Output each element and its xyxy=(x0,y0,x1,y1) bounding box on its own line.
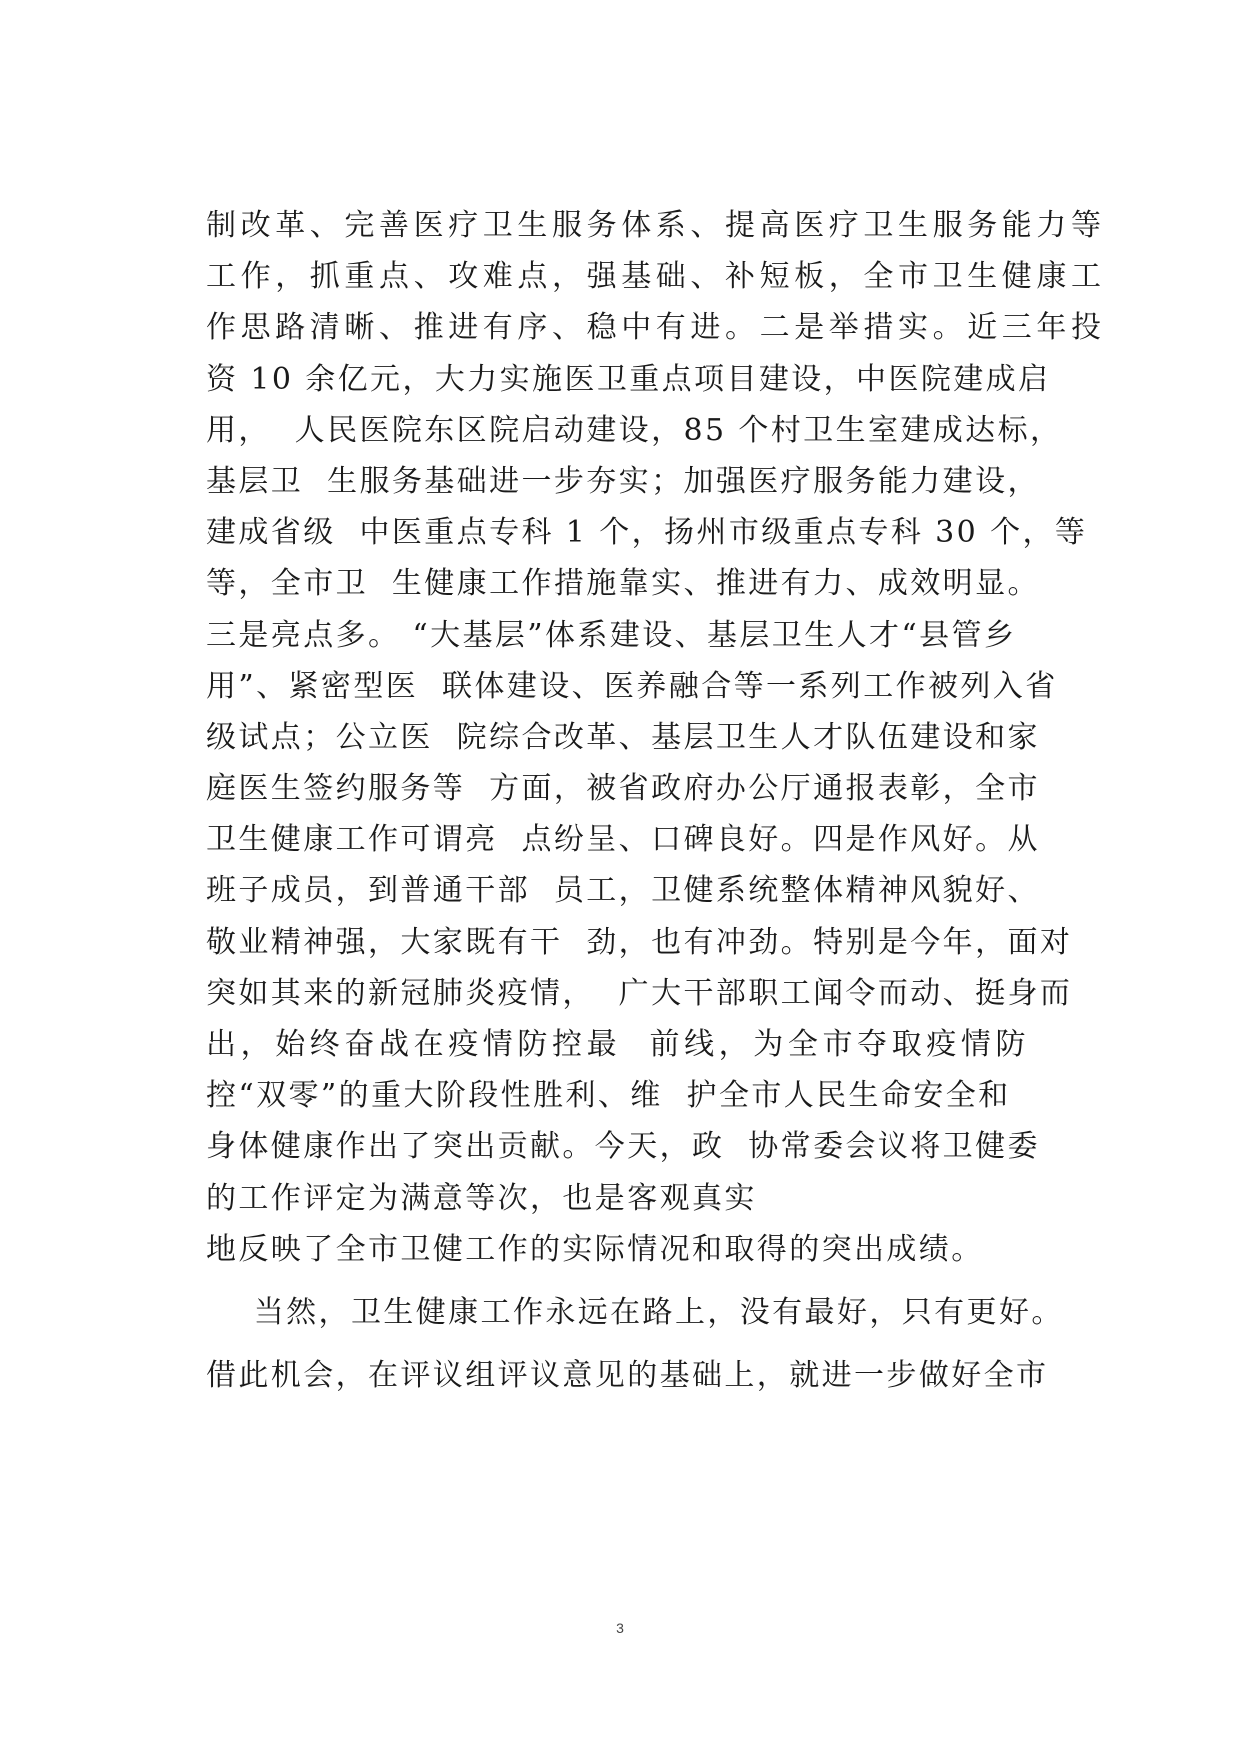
text-line-13: 卫生健康工作可谓亮 点纷呈、口碑良好。四是作风好。从 xyxy=(206,822,1040,858)
text-line-19: 身体健康作出了突出贡献。今天，政 协常委会议将卫健委 xyxy=(206,1129,1040,1165)
text-line-11: 级试点；公立医 院综合改革、基层卫生人才队伍建设和家 xyxy=(206,719,1040,755)
text-line-9: 三是亮点多。 “大基层”体系建设、基层卫生人才“县管乡 xyxy=(206,617,1017,653)
text-line-8: 等，全市卫 生健康工作措施靠实、推进有力、成效明显。 xyxy=(206,566,1040,602)
text-line-16: 突如其来的新冠肺炎疫情， 广大干部职工闻令而动、挺身而 xyxy=(206,975,1073,1011)
text-line-6: 基层卫 生服务基础进一步夯实；加强医疗服务能力建设， xyxy=(206,463,1040,499)
text-line-2: 工作，抓重点、攻难点，强基础、补短板，全市卫生健康工 xyxy=(206,259,1106,295)
text-line-20: 的工作评定为满意等次，也是客观真实 xyxy=(206,1180,757,1216)
text-line-23: 借此机会，在评议组评议意见的基础上，就进一步做好全市 xyxy=(206,1358,1049,1394)
text-line-14: 班子成员，到普通干部 员工，卫健系统整体精神风貌好、 xyxy=(206,873,1040,909)
text-line-4: 资 10 余亿元，大力实施医卫重点项目建设，中医院建成启 xyxy=(206,361,1051,397)
text-line-22: 当然，卫生健康工作永远在路上，没有最好，只有更好。 xyxy=(206,1294,1064,1330)
text-line-15: 敬业精神强，大家既有干 劲，也有冲劲。特别是今年，面对 xyxy=(206,924,1073,960)
text-line-10: 用”、紧密型医 联体建设、医养融合等一系列工作被列入省 xyxy=(206,668,1058,704)
text-line-7: 建成省级 中医重点专科 1 个，扬州市级重点专科 30 个，等 xyxy=(206,515,1088,551)
text-line-1: 制改革、完善医疗卫生服务体系、提高医疗卫生服务能力等 xyxy=(206,208,1106,243)
body-text xyxy=(206,200,1106,1401)
text-line-18: 控“双零”的重大阶段性胜利、维 护全市人民生命安全和 xyxy=(206,1078,1011,1114)
text-line-17: 出，始终奋战在疫情防控最 前线，为全市夺取疫情防 xyxy=(206,1027,1031,1062)
text-line-21: 地反映了全市卫健工作的实际情况和取得的突出成绩。 xyxy=(206,1231,984,1267)
text-line-12: 庭医生签约服务等 方面，被省政府办公厅通报表彰，全市 xyxy=(206,771,1040,807)
page-number: 3 xyxy=(616,1620,624,1636)
text-line-3: 作思路清晰、推进有序、稳中有进。二是举措实。近三年投 xyxy=(206,310,1106,346)
text-line-5: 用， 人民医院东区院启动建设，85 个村卫生室建成达标， xyxy=(206,412,1063,448)
